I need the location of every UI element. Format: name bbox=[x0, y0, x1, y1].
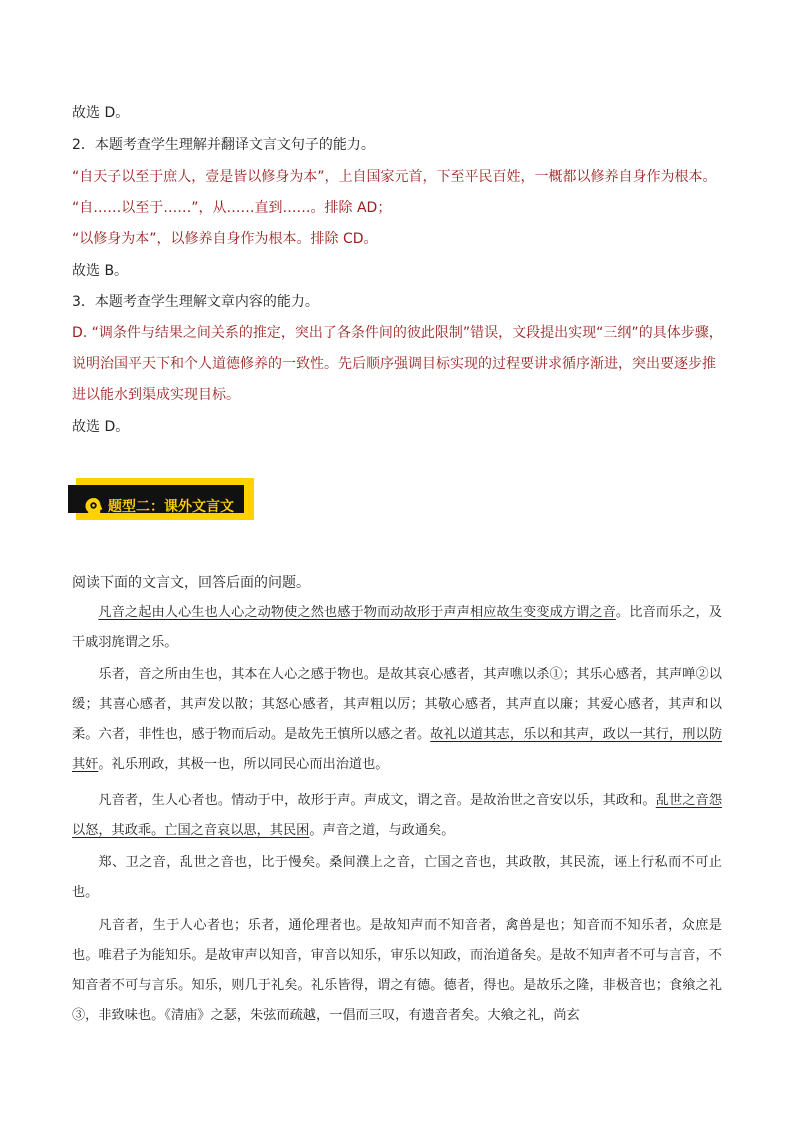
passage-text: 。比音而乐之，及干戚羽旄谓之乐。 bbox=[72, 605, 722, 650]
q2-title: 2．本题考查学生理解并翻译文言文句子的能力。 bbox=[72, 137, 375, 153]
passage-paragraph-3 bbox=[72, 786, 722, 846]
banner-label-box bbox=[68, 485, 244, 513]
passage-paragraph-4: 郑、卫之音，乱世之音也，比于慢矣。桑间濮上之音，亡国之音也，其政散，其民流，诬上行私而不可止也。 bbox=[72, 855, 722, 900]
underlined-sentence: 乱世之音怨以怒，其政乖。亡国之音哀以思，其民困 bbox=[72, 793, 723, 838]
q2-answer: 故选 B。 bbox=[72, 263, 129, 279]
q3-explanation-1: D. “调条件与结果之间关系的推定，突出了各条件间的彼此限制”错误，文段提出实现“三纲”的具体步骤， bbox=[72, 325, 723, 341]
q3-explanation-2: 说明治国平天下和个人道德修养的一致性。先后顺序强调目标实现的过程要讲求循序渐进，突出要逐步推 bbox=[72, 356, 716, 372]
section-banner bbox=[68, 478, 254, 520]
head-icon bbox=[84, 497, 104, 523]
q3-explanation-3: 进以能水到渠成实现目标。 bbox=[72, 387, 240, 403]
passage-text: 。礼乐刑政，其极一也，所以同民心而出治道也。 bbox=[98, 757, 389, 772]
passage-text: 。声音之道，与政通矣。 bbox=[309, 823, 455, 838]
passage-text: 乐者，音之所由生也，其本在人心之感于物也。是故其哀心感者，其声噍以杀①；其乐心感者，其声啴②以缓；其喜心感者，其声发以散；其怒心感者，其声粗以厉；其敬心感者，其声直以廉；其爱心感者，其声和以柔。六者，非性也，感于物而后动。是故先王慎所以感之者。 bbox=[72, 667, 722, 742]
q3-answer: 故选 D。 bbox=[72, 419, 130, 435]
passage-text: 凡音者，生人心者也。情动于中，故形于声。声成文，谓之音。是故治世之音安以乐，其政和。 bbox=[98, 793, 656, 808]
underlined-sentence: 故礼以道其志，乐以和其声，政以一其行，刑以防其奸 bbox=[72, 727, 723, 772]
reading-intro: 阅读下面的文言文，回答后面的问题。 bbox=[72, 575, 310, 591]
passage-paragraph-2 bbox=[72, 660, 722, 780]
q2-explanation-1: “自天子以至于庶人，壹是皆以修身为本”，上自国家元首，下至平民百姓，一概都以修养自身作为根本。 bbox=[72, 169, 717, 185]
answer-line-1: 故选 D。 bbox=[72, 105, 130, 121]
q3-title: 3．本题考查学生理解文章内容的能力。 bbox=[72, 294, 319, 310]
passage-paragraph-5: 凡音者，生于人心者也；乐者，通伦理者也。是故知声而不知音者，禽兽是也；知音而不知乐者，众庶是也。唯君子为能知乐。是故审声以知音，审音以知乐，审乐以知政，而治道备矣。是故不知声者不可与言音，不知音者不可与言乐。知乐，则几于礼矣。礼乐皆得，谓之有德。德者，得也。是故乐之隆，非极音也；食飨之礼③，非致味也。《清庙》之瑟，朱弦而疏越，一倡而三叹，有遗音者矣。大飨之礼，尚玄 bbox=[72, 918, 722, 1023]
q2-explanation-2: “自……以至于……”，从……直到……。排除 AD； bbox=[72, 200, 392, 216]
q2-explanation-3: “以修身为本”，以修养自身作为根本。排除 CD。 bbox=[72, 231, 378, 247]
underlined-sentence: 凡音之起由人心生也人心之动物使之然也感于物而动故形于声声相应故生变变成方谓之音 bbox=[98, 605, 616, 620]
section-title: 题型二：课外文言文 bbox=[108, 499, 234, 515]
passage-paragraph-1 bbox=[72, 598, 722, 658]
